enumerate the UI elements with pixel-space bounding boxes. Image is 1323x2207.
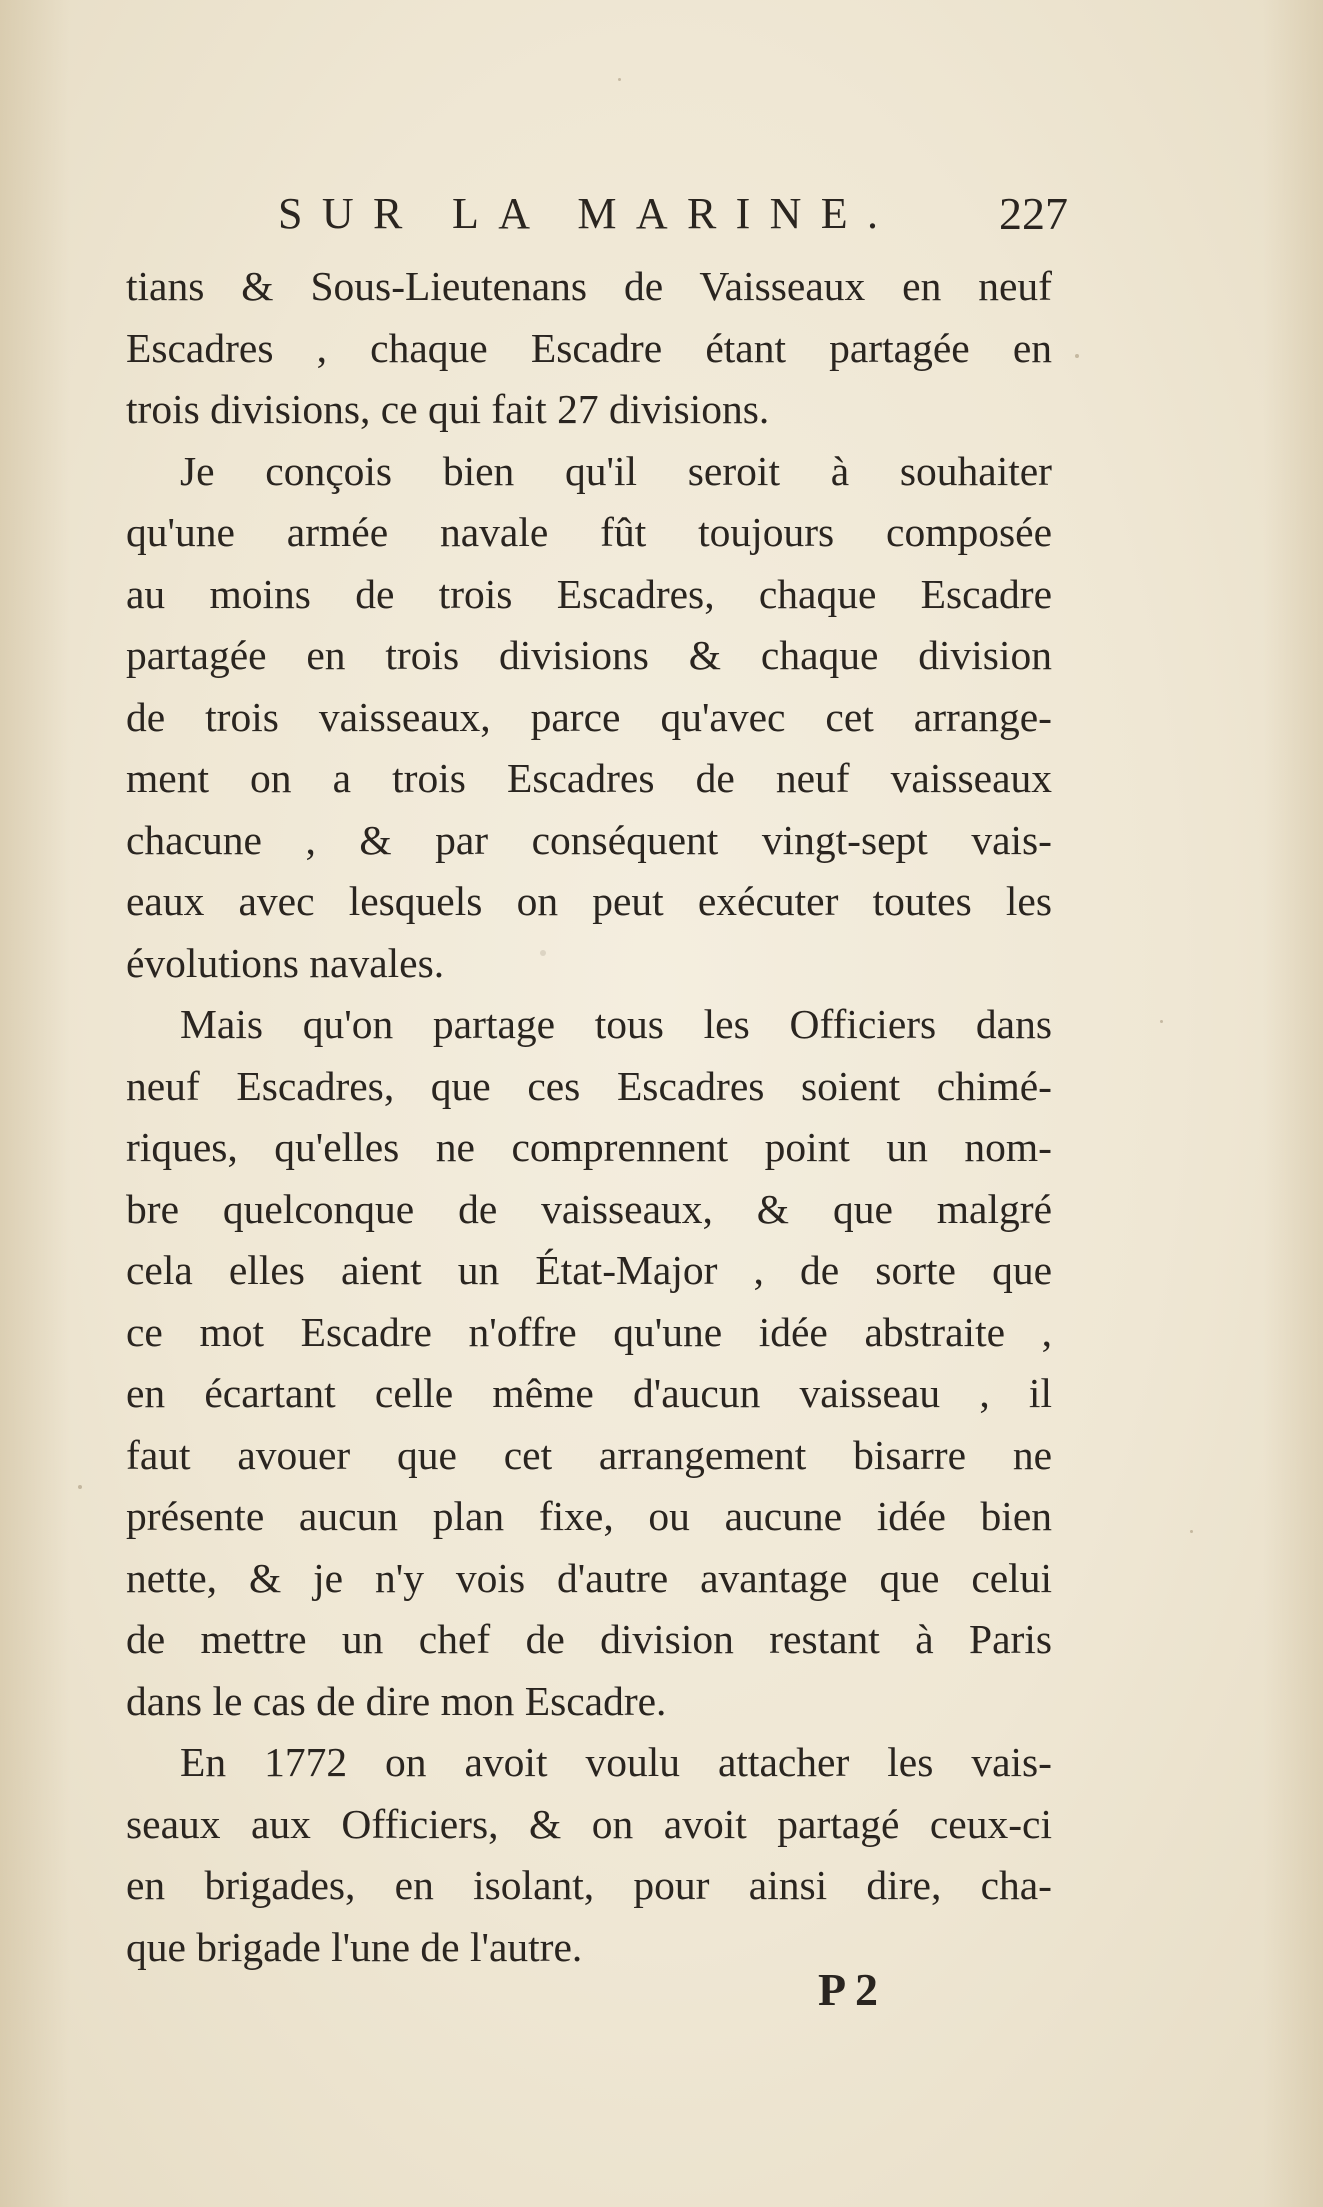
text-line: ment on a trois Escadres de neuf vaisseaux	[126, 755, 1052, 801]
text-line: nette, & je n'y vois d'autre avantage que celui	[126, 1554, 1052, 1601]
text-line: seaux aux Officiers, & on avoit partagé ceux-ci	[126, 1800, 1052, 1847]
text-line: faut avouer que cet arrangement bisarre ne	[126, 1431, 1052, 1478]
text-line: en écartant celle même d'aucun vaisseau , il	[126, 1370, 1052, 1416]
text-line: présente aucun plan fixe, ou aucune idée bien	[126, 1493, 1052, 1539]
paper-speck	[618, 78, 621, 81]
signature-mark: P 2	[818, 1964, 879, 2015]
body-text	[126, 256, 1052, 1978]
paper-speck	[1160, 1020, 1163, 1023]
text-line: tians & Sous-Lieutenans de Vaisseaux en neuf	[126, 263, 1052, 309]
text-line: de trois vaisseaux, parce qu'avec cet arrange-	[126, 693, 1052, 740]
text-line: riques, qu'elles ne comprennent point un nom-	[126, 1124, 1052, 1170]
text-line: cela elles aient un État-Major , de sorte que	[126, 1247, 1052, 1293]
text-line: neuf Escadres, que ces Escadres soient chimé-	[126, 1062, 1052, 1109]
text-line: chacune , & par conséquent vingt-sept vais-	[126, 816, 1052, 863]
text-line: Mais qu'on partage tous les Officiers dans	[180, 1001, 1052, 1047]
text-line: qu'une armée navale fût toujours composée	[126, 509, 1052, 555]
text-line: de mettre un chef de division restant à Paris	[126, 1616, 1052, 1662]
text-line: eaux avec lesquels on peut exécuter toutes les	[126, 878, 1052, 924]
text-line: trois divisions, ce qui fait 27 divisions.	[126, 386, 770, 432]
paper-speck	[1190, 1530, 1193, 1533]
text-line: dans le cas de dire mon Escadre.	[126, 1677, 667, 1724]
paper-speck	[78, 1485, 82, 1489]
text-line: Je conçois bien qu'il seroit à souhaiter	[180, 447, 1052, 494]
text-line: ce mot Escadre n'offre qu'une idée abstraite ,	[126, 1308, 1052, 1355]
text-line: En 1772 on avoit voulu attacher les vais-	[180, 1739, 1052, 1785]
text-line: que brigade l'une de l'autre.	[126, 1923, 583, 1970]
text-line: Escadres , chaque Escadre étant partagée en	[126, 324, 1052, 371]
page-edge-shadow-left	[0, 0, 70, 2207]
text-line: en brigades, en isolant, pour ainsi dire, cha-	[126, 1862, 1052, 1908]
text-line: au moins de trois Escadres, chaque Escadre	[126, 570, 1052, 617]
text-line: évolutions navales.	[126, 939, 445, 986]
paper-speck	[1075, 354, 1079, 358]
text-line: bre quelconque de vaisseaux, & que malgré	[126, 1185, 1052, 1232]
running-title: SUR LA MARINE.	[278, 189, 898, 238]
text-line: partagée en trois divisions & chaque division	[126, 632, 1052, 678]
page-edge-shadow-right	[1263, 0, 1323, 2207]
page-number: 227	[999, 188, 1068, 239]
running-head	[278, 184, 1068, 244]
